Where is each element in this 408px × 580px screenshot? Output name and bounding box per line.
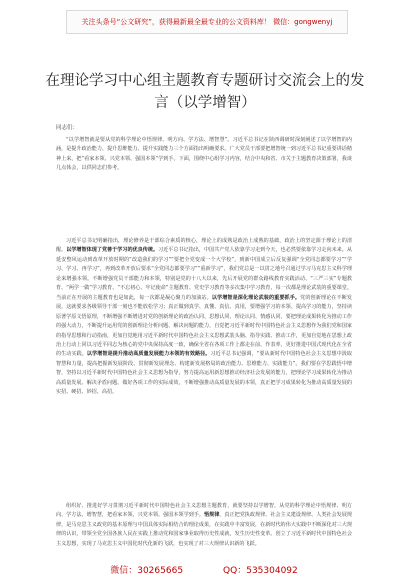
greeting: 同志们： bbox=[56, 125, 79, 131]
promo-banner-text: 关注头条号“公文研究”，获得最新最全最专业的公文资料库！ 微信：gongwenyj bbox=[81, 18, 333, 26]
paragraph-text: 组织好、推进好学习贯彻习近平新时代中国特色社会主义思想主题教育，就要坚持以学增智，从党的科学理论中悟规律、明方向、学方法、增智慧，把看家本领、兴党本领、强国本领学到手。 bbox=[56, 503, 352, 519]
paragraph-text: 习近平总书记指出，中国共产党人依靠学习走到今天，也必然要依靠学习走向未来。从延安整风运动到改革开放时期的“改造我们的学习”“要把全党变成一个大学校”，到新中国成立后反复强调“全党同志都要学习”“学习、学习、再学习”，再到改革开放后要求“全党同志都要学习”“重新学习”，我们党总是一以贯之地号召通过学习马克思主义科学理论来增强本领。不断增强党员干部能力和本领，特别是党的十八大以来，先后开展党的群众路线教育实践活动、“三严三实”专题教育、“两学一做”学习教育、“不忘初心、牢记使命”主题教育、党史学习教育等多次集中学习教育，每一次都是理论武装的重要课堂。当前正在开展的主题教育也是如此，每一次都是凝心聚力的加油站。 bbox=[56, 247, 352, 301]
footer-wechat: 微信：30265665 bbox=[110, 565, 184, 576]
paragraph-text: 习近平总书记明确指出，理论修养是干部综合素质的核心，理论上的成熟是政治上成熟的基础，政治上的坚定源于理论上的清醒。 bbox=[56, 238, 352, 254]
promo-banner bbox=[66, 10, 348, 34]
paragraph-text: “以学增智就是要从党的科学理论中悟规律、明方向、学方法、增智慧”。习近平总书记在陕西调研时深刻阐述了以学增智的内涵，是提升政治能力、提升思维能力、提升实践能力三个方面指出明确要求。广大党员干部要把增智统一到习近平总书记重要讲话精神上来，把“看家本领、兴党本领、强国本领”学到手。下面，围绕中心组学习内容，结合中央和省、市关于主题教育决策部署，我谈几点体会，以供同志们参考。 bbox=[56, 137, 352, 172]
paragraph-intro bbox=[56, 136, 352, 231]
paragraph-text: 党的创新理论在不断发展，这就要求各级领导干部一刻也不能放松学习；真正做到真学、真懂、真信、真用，要增强学习的本领、提高学习的能力，坚持读原著学原文悟原理，不断增强不断增进对党的创新理论的政治认同、思想认同、理论认同、情感认同，要把理论成果转化为推动工作的强大动力，不断提升运用党的创新理论分析问题、解决问题的能力，自觉把习近平新时代中国特色社会主义思想作为我们党和国家的指导思想和行动指南，更加自觉地用习近平新时代中国特色社会主义思想武装头脑、指导实践、推动工作，更加自觉地在思想上政治上行动上同以习近平同志为核心的党中央保持高度一致，确保全省在各项工作上都走在前、作表率，更好推进中国式现代化在全省的生动实践。 bbox=[56, 294, 352, 358]
contact-footer bbox=[0, 558, 408, 580]
highlight-sentence: 以学增智体现了党善于学习的优良传统。 bbox=[66, 247, 159, 254]
highlight-sentence: 以学增智是提升推动高质量发展能力本领的有效路径。 bbox=[86, 351, 211, 358]
paragraph-text: 习近平总书记强调，“要从新时代中国特色社会主义思想中汲取智慧和力量，提高把握新发展阶段、贯彻新发展理念、构建新发展格局的政治能力、思维能力、实践能力”。我们要在学思践悟中增智，坚持以习近平新时代中国特色社会主义思想为指导，努力提高运用新思想推动经济社会发展的能力，把理论学习成果转化为推动高质量发展、解决矛盾问题、做好各项工作的实际成效，不断增强推动高质量发展的本领，真正把学习成果转化为推动高质量发展的实招、硬招、妙招、高招。 bbox=[56, 351, 352, 396]
paragraph-theory bbox=[56, 237, 352, 501]
footer-qq: QQ：535304092 bbox=[223, 565, 298, 576]
document-title: 在理论学习中心组主题教育专题研讨交流会上的发言（以学增智） bbox=[45, 73, 365, 111]
highlight-sentence: 以学增智是深化理论武装的重要抓手。 bbox=[211, 294, 301, 301]
highlight-word: 悟规律 bbox=[203, 512, 220, 519]
paragraph-text: ，真正把党执政规律、社会主义建设规律、人类社会发展规律，是马克思主义政党的基本原理与中国具体实际相结合的理论成果，在实践中丰富发展，在新时代的伟大实践中不断深化对三大规律的认识，带领全党全国各族人民在实践上推动党和国家事业取得历史性成就，发生历史性变革。创立了习近平新时代中国特色社会主义思想，实现了马克思主义中国化时代化新的飞跃，也实现了对三大规律认识新的飞跃。 bbox=[56, 512, 352, 547]
